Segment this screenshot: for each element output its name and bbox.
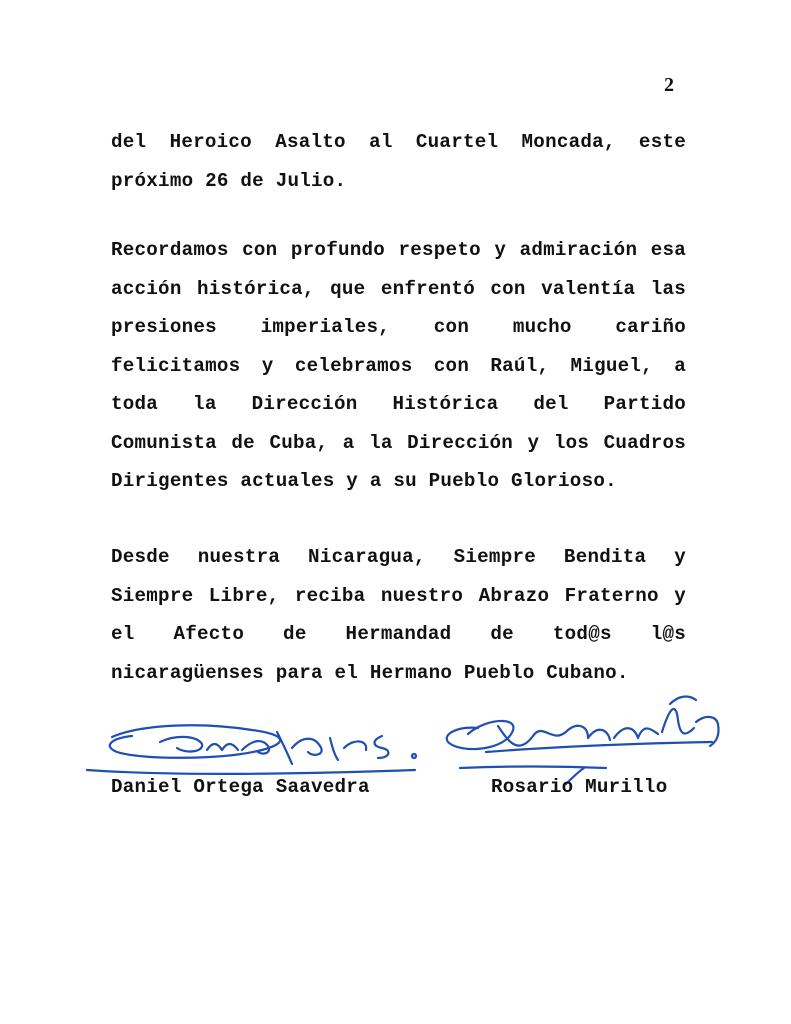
signature-daniel-ortega [82,712,422,782]
paragraph-3: Desde nuestra Nicaragua, Siempre Bendita y Siempre Libre, reciba nuestro Abrazo Fraterno y el Afecto de Hermandad de tod@s l@s nicaragüenses para el Hermano Pueblo Cubano. [111,546,686,684]
paragraph-1: del Heroico Asalto al Cuartel Moncada, este próximo 26 de Julio. [111,131,686,192]
signatory-name-right: Rosario Murillo [491,776,668,798]
signatory-name-left: Daniel Ortega Saavedra [111,776,370,798]
page-number: 2 [664,74,674,96]
paragraph-2: Recordamos con profundo respeto y admiración esa acción histórica, que enfrentó con valentía las presiones imperiales, con mucho cariño felicitamos y celebramos con Raúl, Miguel, a toda la Dirección Histórica del Partido Comunista de Cuba, a la Dirección y los Cuadros Dirigentes actuales y a su Pueblo Glorioso. [111,239,686,492]
